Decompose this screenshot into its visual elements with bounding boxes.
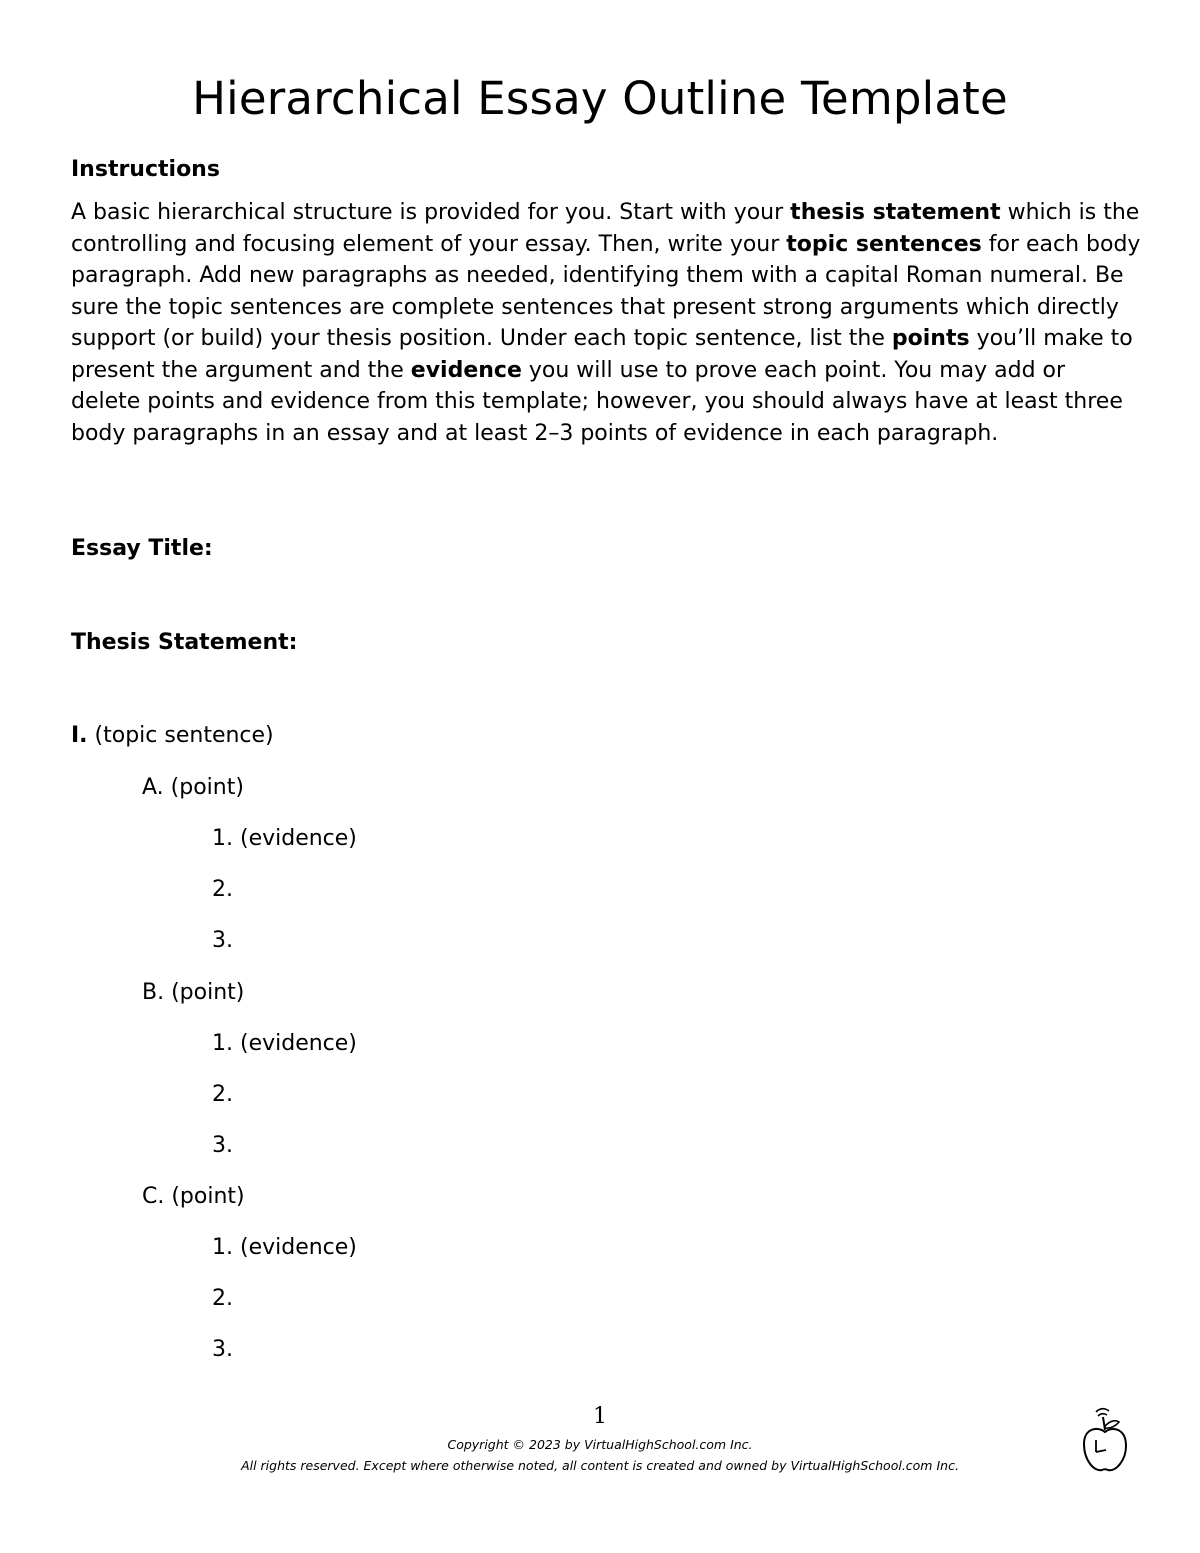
outline-evidence: 1. (evidence) (212, 1235, 357, 1260)
outline-evidence: 3. (212, 928, 233, 953)
apple-logo-icon (1078, 1402, 1132, 1476)
outline-point-b: B. (point) (142, 980, 245, 1005)
rights-notice: All rights reserved. Except where otherwise noted, all content is created and owned by VirtualHighSchool.com Inc. (241, 1458, 959, 1473)
outline-evidence: 2. (212, 1286, 233, 1311)
outline-evidence: 1. (evidence) (212, 826, 357, 851)
instructions-key-term: points (891, 326, 970, 351)
instructions-text: which is the controlling and focusing element of your essay. Then, write your (71, 200, 1140, 257)
outline-evidence: 1. (evidence) (212, 1031, 357, 1056)
instructions-text: A basic hierarchical structure is provided for you. Start with your (71, 200, 791, 225)
instructions-paragraph (71, 197, 1141, 449)
outline-point-a: A. (point) (142, 775, 244, 800)
instructions-text: you’ll make to present the argument and the (71, 326, 1133, 383)
instructions-key-term: thesis statement (790, 200, 1001, 225)
topic-sentence-placeholder: (topic sentence) (87, 723, 274, 748)
essay-title-label: Essay Title: (71, 536, 213, 561)
instructions-heading: Instructions (71, 157, 220, 182)
thesis-statement-label: Thesis Statement: (71, 630, 298, 655)
instructions-key-term: evidence (410, 357, 522, 383)
outline-evidence: 3. (212, 1337, 233, 1362)
outline-topic-line (71, 723, 274, 748)
copyright-notice: Copyright © 2023 by VirtualHighSchool.com Inc. (447, 1437, 753, 1452)
outline-point-c: C. (point) (142, 1184, 245, 1209)
instructions-text: for each body paragraph. Add new paragraphs as needed, identifying them with a capital Roman numeral. Be sure the topic sentences are complete sentences that present strong arguments which directly support (or build) your thesis position. Under each topic sentence, list the (71, 231, 1141, 351)
roman-numeral: I. (71, 723, 88, 748)
outline-evidence: 2. (212, 1082, 233, 1107)
instructions-key-term: topic sentences (786, 231, 982, 257)
outline-evidence: 2. (212, 877, 233, 902)
instructions-text: you will use to prove each point. You may add or delete points and evidence from this template; however, you should always have at least three body paragraphs in an essay and at least 2–3 points of evidence in each paragraph. (71, 357, 1123, 446)
document-title: Hierarchical Essay Outline Template (192, 72, 1008, 125)
outline-evidence: 3. (212, 1133, 233, 1158)
page-number: 1 (593, 1404, 607, 1429)
